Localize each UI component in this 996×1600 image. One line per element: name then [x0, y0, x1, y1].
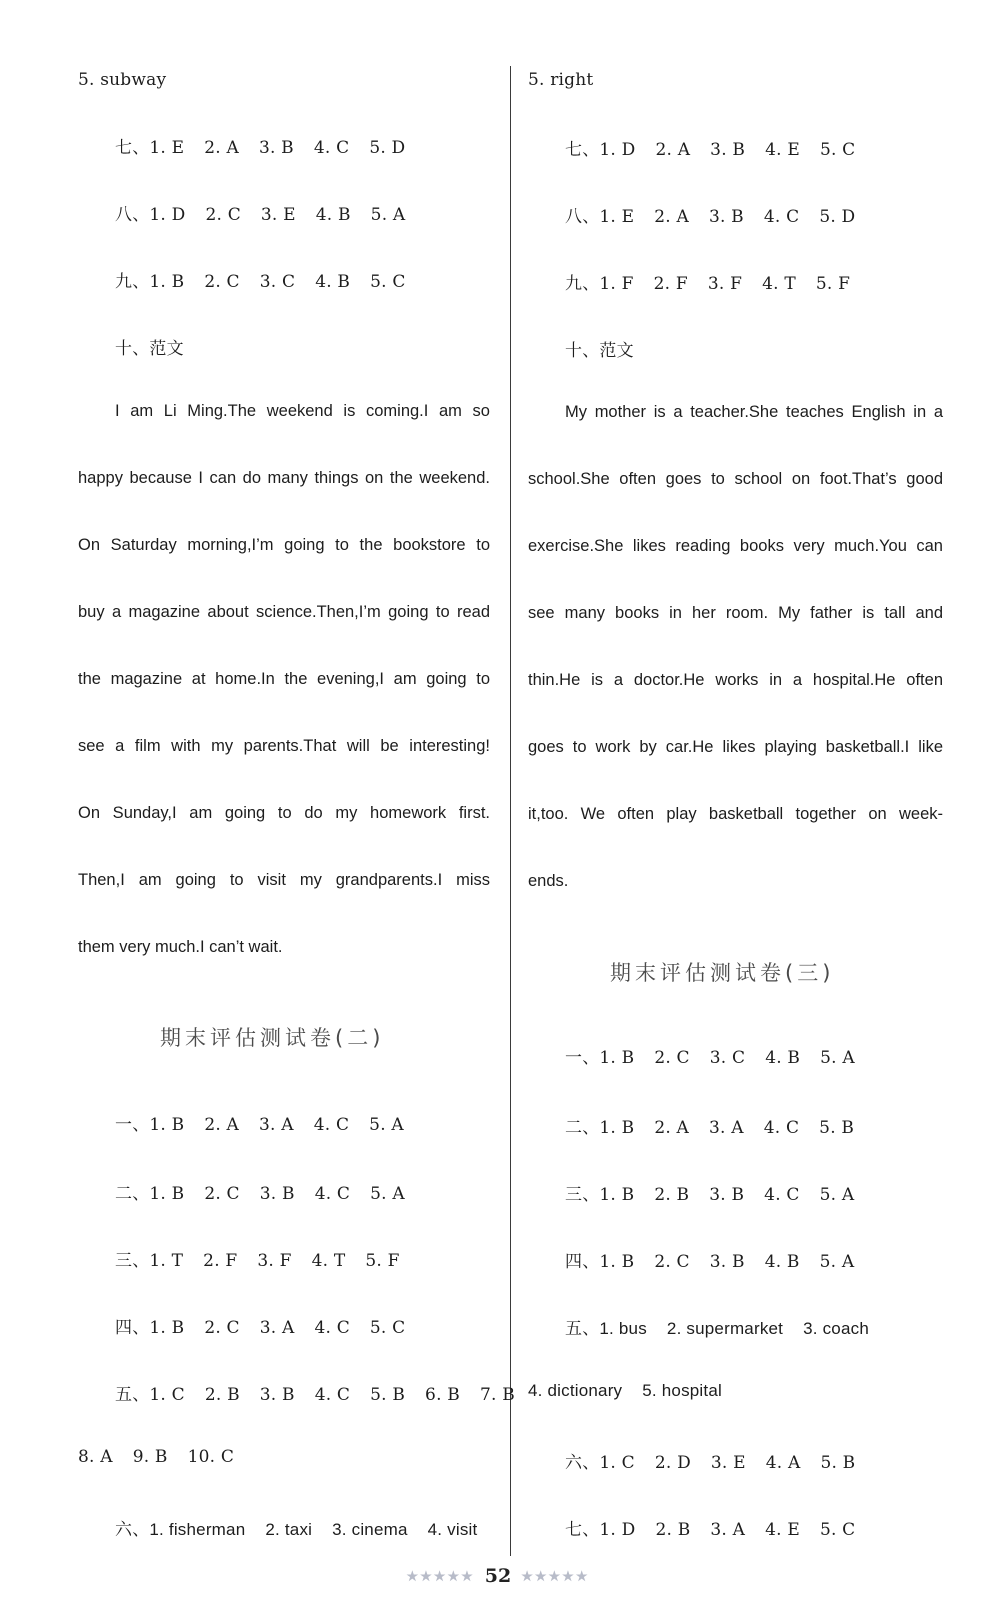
answer-line: 三、1. T 2. F 3. F 4. T 5. F [115, 1251, 400, 1271]
essay-label: 十、范文 [565, 341, 634, 361]
answer-line: 五、1. bus 2. supermarket 3. coach [565, 1319, 869, 1339]
essay-line: On Sunday,I am going to do my homework first. [78, 804, 490, 822]
section-heading: 期末评估测试卷(二) [160, 1026, 385, 1050]
page-footer [0, 1565, 996, 1587]
answer-line: 五、1. C 2. B 3. B 4. C 5. B 6. B 7. B [115, 1385, 515, 1405]
answer-line: 七、1. D 2. A 3. B 4. E 5. C [565, 140, 856, 160]
answer-line: 4. dictionary 5. hospital [528, 1381, 722, 1400]
essay-line: the magazine at home.In the evening,I am going to [78, 670, 490, 688]
answer-line: 四、1. B 2. C 3. A 4. C 5. C [115, 1318, 406, 1338]
essay-line: On Saturday morning,I’m going to the bookstore to [78, 536, 490, 554]
essay-line: it,too. We often play basketball together on week- [528, 805, 943, 823]
answer-line: 九、1. B 2. C 3. C 4. B 5. C [115, 272, 406, 292]
essay-line: goes to work by car.He likes playing basketball.I like [528, 738, 943, 756]
essay-line: see many books in her room. My father is tall and [528, 604, 943, 622]
essay-line: buy a magazine about science.Then,I’m going to read [78, 603, 490, 621]
essay-line: thin.He is a doctor.He works in a hospital.He often [528, 671, 943, 689]
page-number: 52 [484, 1565, 512, 1587]
answer-line: 一、1. B 2. C 3. C 4. B 5. A [565, 1048, 855, 1068]
essay-line: exercise.She likes reading books very much.You can [528, 537, 943, 555]
star-decoration-icon: ★★★★★ [521, 1569, 590, 1585]
answer-line: 六、1. fisherman 2. taxi 3. cinema 4. visit [115, 1520, 478, 1540]
answer-line: 八、1. E 2. A 3. B 4. C 5. D [565, 207, 856, 227]
answer-line: 八、1. D 2. C 3. E 4. B 5. A [115, 205, 406, 225]
answer-line: 二、1. B 2. A 3. A 4. C 5. B [565, 1118, 855, 1138]
answer-line: 8. A 9. B 10. C [78, 1447, 235, 1467]
essay-line: happy because I can do many things on the weekend. [78, 469, 490, 487]
answer-line: 三、1. B 2. B 3. B 4. C 5. A [565, 1185, 855, 1205]
essay-line: ends. [528, 872, 569, 890]
answer-line: 四、1. B 2. C 3. B 4. B 5. A [565, 1252, 855, 1272]
answer-line: 七、1. D 2. B 3. A 4. E 5. C [565, 1520, 856, 1540]
answer-line: 5. subway [78, 70, 167, 90]
essay-line: My mother is a teacher.She teaches English in a [565, 403, 943, 421]
column-divider [510, 66, 511, 1556]
answer-line: 一、1. B 2. A 3. A 4. C 5. A [115, 1115, 404, 1135]
answer-line: 5. right [528, 70, 594, 90]
essay-line: Then,I am going to visit my grandparents.I miss [78, 871, 490, 889]
essay-line: school.She often goes to school on foot.That’s good [528, 470, 943, 488]
answer-line: 二、1. B 2. C 3. B 4. C 5. A [115, 1184, 405, 1204]
essay-line: see a film with my parents.That will be interesting! [78, 737, 490, 755]
section-heading: 期末评估测试卷(三) [610, 961, 835, 985]
essay-line: I am Li Ming.The weekend is coming.I am so [115, 402, 490, 420]
star-decoration-icon: ★★★★★ [406, 1569, 475, 1585]
essay-label: 十、范文 [115, 339, 184, 359]
answer-line: 六、1. C 2. D 3. E 4. A 5. B [565, 1453, 856, 1473]
answer-line: 九、1. F 2. F 3. F 4. T 5. F [565, 274, 851, 294]
answer-line: 七、1. E 2. A 3. B 4. C 5. D [115, 138, 406, 158]
essay-line: them very much.I can’t wait. [78, 938, 283, 956]
